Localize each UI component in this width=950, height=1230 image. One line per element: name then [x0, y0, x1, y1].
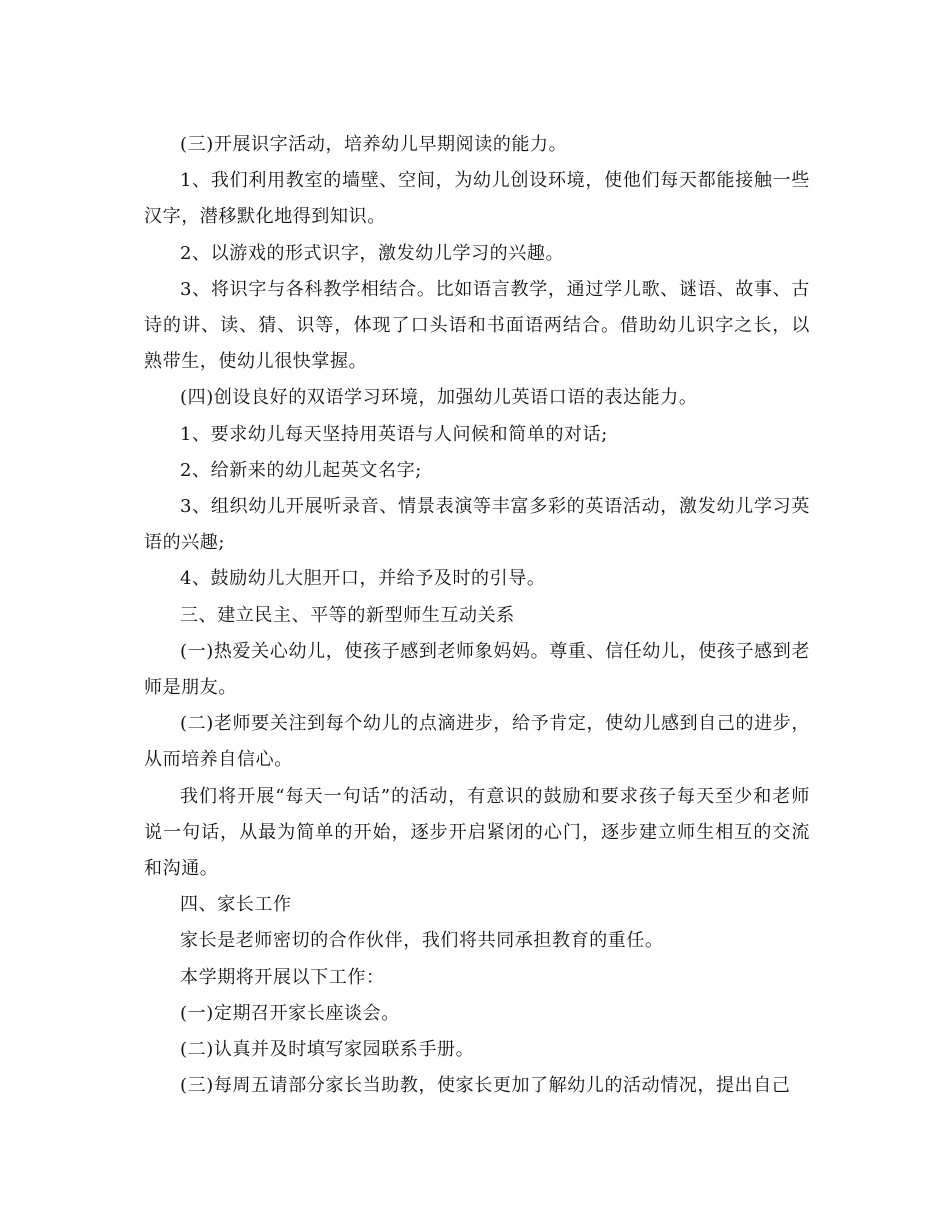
section-heading-parents: 四、家长工作: [180, 894, 292, 916]
section-heading-literacy: (三)开展识字活动，培养幼儿早期阅读的能力。: [180, 134, 568, 155]
document-page: [144, 127, 810, 1104]
paragraph-parents-partner: 家长是老师密切的合作伙伴，我们将共同承担教育的重任。: [180, 930, 664, 952]
paragraph-daily-sentence: 我们将开展“每天一句话”的活动，有意识的鼓励和要求孩子每天至少和老师说一句话，从最为简单的开始，逐步开启紧闭的心门，逐步建立师生相互的交流和沟通。: [144, 785, 810, 880]
paragraph-parents-item-1: (一)定期召开家长座谈会。: [180, 1002, 400, 1024]
paragraph-bilingual-item-2: 2、给新来的幼儿起英文名字;: [180, 459, 422, 481]
paragraph-parents-work-intro: 本学期将开展以下工作：: [180, 966, 385, 988]
paragraph-teacher-student-2: (二)老师要关注到每个幼儿的点滴进步，给予肯定，使幼儿感到自己的进步，从而培养自信心。: [144, 713, 810, 771]
paragraph-literacy-item-1: 1、我们利用教室的墙壁、空间，为幼儿创设环境，使他们每天都能接触一些汉字，潜移默化地得到知识。: [144, 170, 810, 228]
section-heading-bilingual: (四)创设良好的双语学习环境，加强幼儿英语口语的表达能力。: [180, 387, 698, 409]
paragraph-bilingual-item-3: 3、组织幼儿开展听录音、情景表演等丰富多彩的英语活动，激发幼儿学习英语的兴趣;: [144, 496, 810, 554]
paragraph-literacy-item-2: 2、以游戏的形式识字，激发幼儿学习的兴趣。: [180, 242, 565, 264]
section-heading-teacher-student: 三、建立民主、平等的新型师生互动关系: [180, 604, 515, 626]
paragraph-parents-item-2: (二)认真并及时填写家园联系手册。: [180, 1039, 475, 1061]
paragraph-teacher-student-1: (一)热爱关心幼儿，使孩子感到老师象妈妈。尊重、信任幼儿，使孩子感到老师是朋友。: [144, 640, 810, 699]
paragraph-bilingual-item-4: 4、鼓励幼儿大胆开口，并给予及时的引导。: [180, 568, 546, 590]
paragraph-bilingual-item-1: 1、要求幼儿每天坚持用英语与人问候和简单的对话;: [180, 423, 608, 445]
paragraph-parents-item-3: (三)每周五请部分家长当助教，使家长更加了解幼儿的活动情况，提出自己: [180, 1075, 791, 1097]
paragraph-literacy-item-3: 3、将识字与各科教学相结合。比如语言教学，通过学儿歌、谜语、故事、古诗的讲、读、猜、识等，体现了口头语和书面语两结合。借助幼儿识字之长，以熟带生，使幼儿很快掌握。: [144, 278, 810, 373]
